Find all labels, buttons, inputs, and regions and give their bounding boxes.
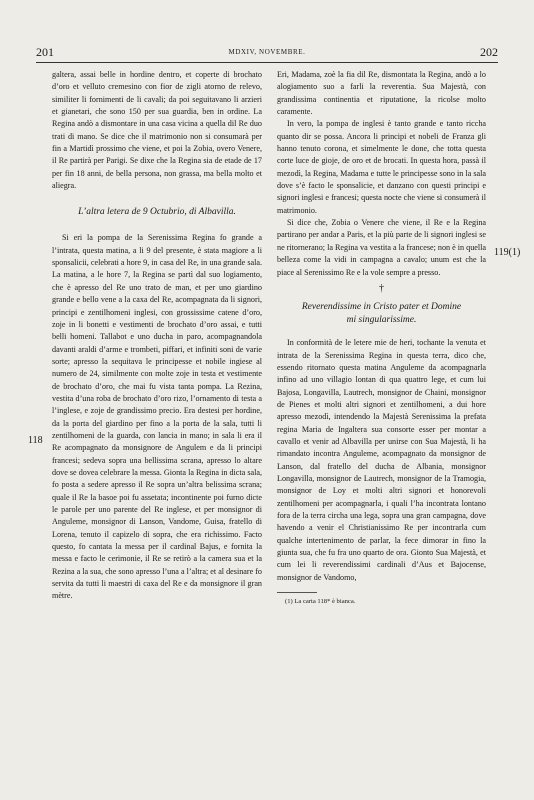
right-section-title-line-2: mi singularissime. bbox=[346, 315, 417, 326]
right-section-title-line-1: Reverendissime in Cristo pater et Domine bbox=[301, 302, 462, 313]
footnote-rule bbox=[277, 592, 317, 593]
left-section-title: L’altra letera de 9 Octubrio, di Albavilla. bbox=[78, 207, 236, 218]
right-column bbox=[277, 69, 486, 606]
left-column bbox=[52, 69, 262, 603]
right-paragraph-3: Si dice che, Zobia o Venere che viene, il Re e la Regina partirano per andar a Paris, et la più parte de li signori inglesi se ne ritornerano; la Regina va vestita a la francese; non è in quella belleza come la vidi in campagna a cavalo; unum est che la piace al Serenissimo Re e la vole sempre a presso. bbox=[277, 218, 486, 277]
header-rule bbox=[36, 62, 498, 63]
right-section-title bbox=[277, 301, 486, 327]
left-page-number: 201 bbox=[36, 45, 54, 59]
dagger-separator: † bbox=[379, 282, 384, 294]
left-paragraph-1: galtera, assai belle in hordine dentro, et coperte di brochato d’oro et velluto cremesino con fior de zigli atorno de relevo, similiter li fornimenti de li cavali; da poi seguitavano li arzieri et gianetari, che sono 150 per sua guardia, ben in ordine. La Regina andò a dismontare in una casa vicina a quella dil Re duo trati di mano. Se dice che il matrimonio non si consumarà per fin a Martidì prossimo che viene, et poi la Zobia, overo Venere, il Re partirà per Parigi. Se dixe che la Regina sia de etade de 17 per fin 18 anni, de bella persona, non grassa, ma bella molto et aliegra. bbox=[52, 70, 262, 191]
right-margin-note: 119(1) bbox=[494, 247, 521, 258]
right-paragraph-2: In vero, la pompa de inglesi è tanto grande e tanto riccha quanto dir se possa. Ancora li principi et nobeli de Franza gli hanno tenuto corona, et simelmente le done, che totta questa corte luce de gioje, de oro et de brocati. In questa hora, passà il mezodì, la Regina, Madama e tutte le principesse sono in la sala dove s’è facto le sponsalicie, et danzano con questi principi e signori inglesi e francesi; questa nocte che viene si consumerà il matrimonio. bbox=[277, 119, 486, 215]
footnote: (1) La carta 118* è bianca. bbox=[285, 598, 356, 606]
right-page-number: 202 bbox=[480, 45, 498, 59]
left-margin-note: 118 bbox=[28, 435, 43, 446]
running-title: MDXIV, NOVEMBRE. bbox=[228, 48, 306, 56]
right-paragraph-4: In conformità de le letere mie de heri, tochante la venuta et intrata de la Serenissima Regina in questa terra, dico che, essendo ritornato questa matina Anguleme da acompagnarla infino ad uno villagio lontan di qua quattro lege, et cum lui Bajosa, Longavilla, Lautrech, monsignor de Chaini, monsignor de Pienes et molti altri signori et zentilhomeni, a dui hore apresso mezodì, intendendo la Majestà Serenissima la prefata regina Maria de Ingaltera sua consorte esser per montar a cavallo et venir ad Albavilla per unirse con Sua Majestà, li ha rimandato incontra Anguleme, acompagnato da monsignor de Lanson, dal fratello del ducha de Albania, monsignor Longavilla, monsignor de Lautrech, monsignor de la Tramogia, monsignor de Loy et molti altri signori et honorevoli zentilhomeni per acompagnarla, i quali l’ha incontrata lontano fora de la terra circha una lega, sopra una gran campagna, dove havendo a venir el Christianissimo Re per incontrarla cum qualche intertenimento de parlar, la fece dimorar in fino la giunta sua, che fu fra uno quarto de ora. Gionto Sua Majestà, et cum lei li reverendissimi cardinali d’Aus et Bajocense, monsignor de Vandomo, bbox=[277, 338, 486, 582]
right-paragraph-1: Eri, Madama, zoè la fia dil Re, dismontata la Regina, andò a lo alogiamento suo a farli la reverentia. Sua Majestà, con grandissima continentia et riputatione, la ricolse molto caramente. bbox=[277, 70, 486, 117]
left-paragraph-2: Si eri la pompa de la Serenissima Regina fo grande a l’intrata, questa matina, a li 9 del presente, è stata magiore a li sponsalicii, celebrati a hore 9, in casa del Re, in una grande sala. La matina, a le hore 7, la Regina se partì dal suo logiamento, che è apresso del Re uno trato de man, et per uno giardino grande e bello vene a la caxa del Re, acompagnata da li signori, principi e zentilhomeni inglesi, con grossissime catene d’oro, zoje in li bonetti e vestimenti de brochato d’oro assai, e tutti belli homeni. Tallabot e uno ducha in paro, acompagnandola davanti araldi d’arme e trombeti, piffari, et infiniti soni de varie sorte; apresso la sequitava le principesse et nobile ingiese al numero de 24, similmente con molte zoje in testa et vestimente de brochato d’oro, che mai fu vista tanta pompa. La Rezina, vestita d’una roba de brochato d’oro rizo, l’ornamento di testa a l’inglese, e zoje de grandissimo precio. Era destesi per hordine, da la porta del giardino per fino a la porta de la sala, tutti li zentilhomeni de la guarda, con lancia in mano; in sala li era il Re acompagnato da monsignore de Angulem e da li principi francesi; sedeva sopra una bellissima scrana, apresso lo altare dove se dovea celebrare la messa. Gionta la Regina in dicta sala, fo posta a sedere apresso il Re sopra un’altra belissima scrana; quale il Re la basoe poi fu assetata; incontinente poi furno dicte le parole per uno parente del Re inglese, et per monsignor di Anguleme, monsignor di Lanson, Vandome, Guisa, fratello di Lorena, tenuto il capizelo di sopra, che era richissimo. Facto questo, fo cantata la messa per il cardinal Bajus, e fornita la messa e facto le cerimonie, il Re se retirò a la camera sua et la Rezina a la sua, che sono apresso l’una a l’altra; et al desinare fo servita da tutti li maestri di caxa del Re e da monsignore il gran mètre. bbox=[52, 233, 262, 601]
